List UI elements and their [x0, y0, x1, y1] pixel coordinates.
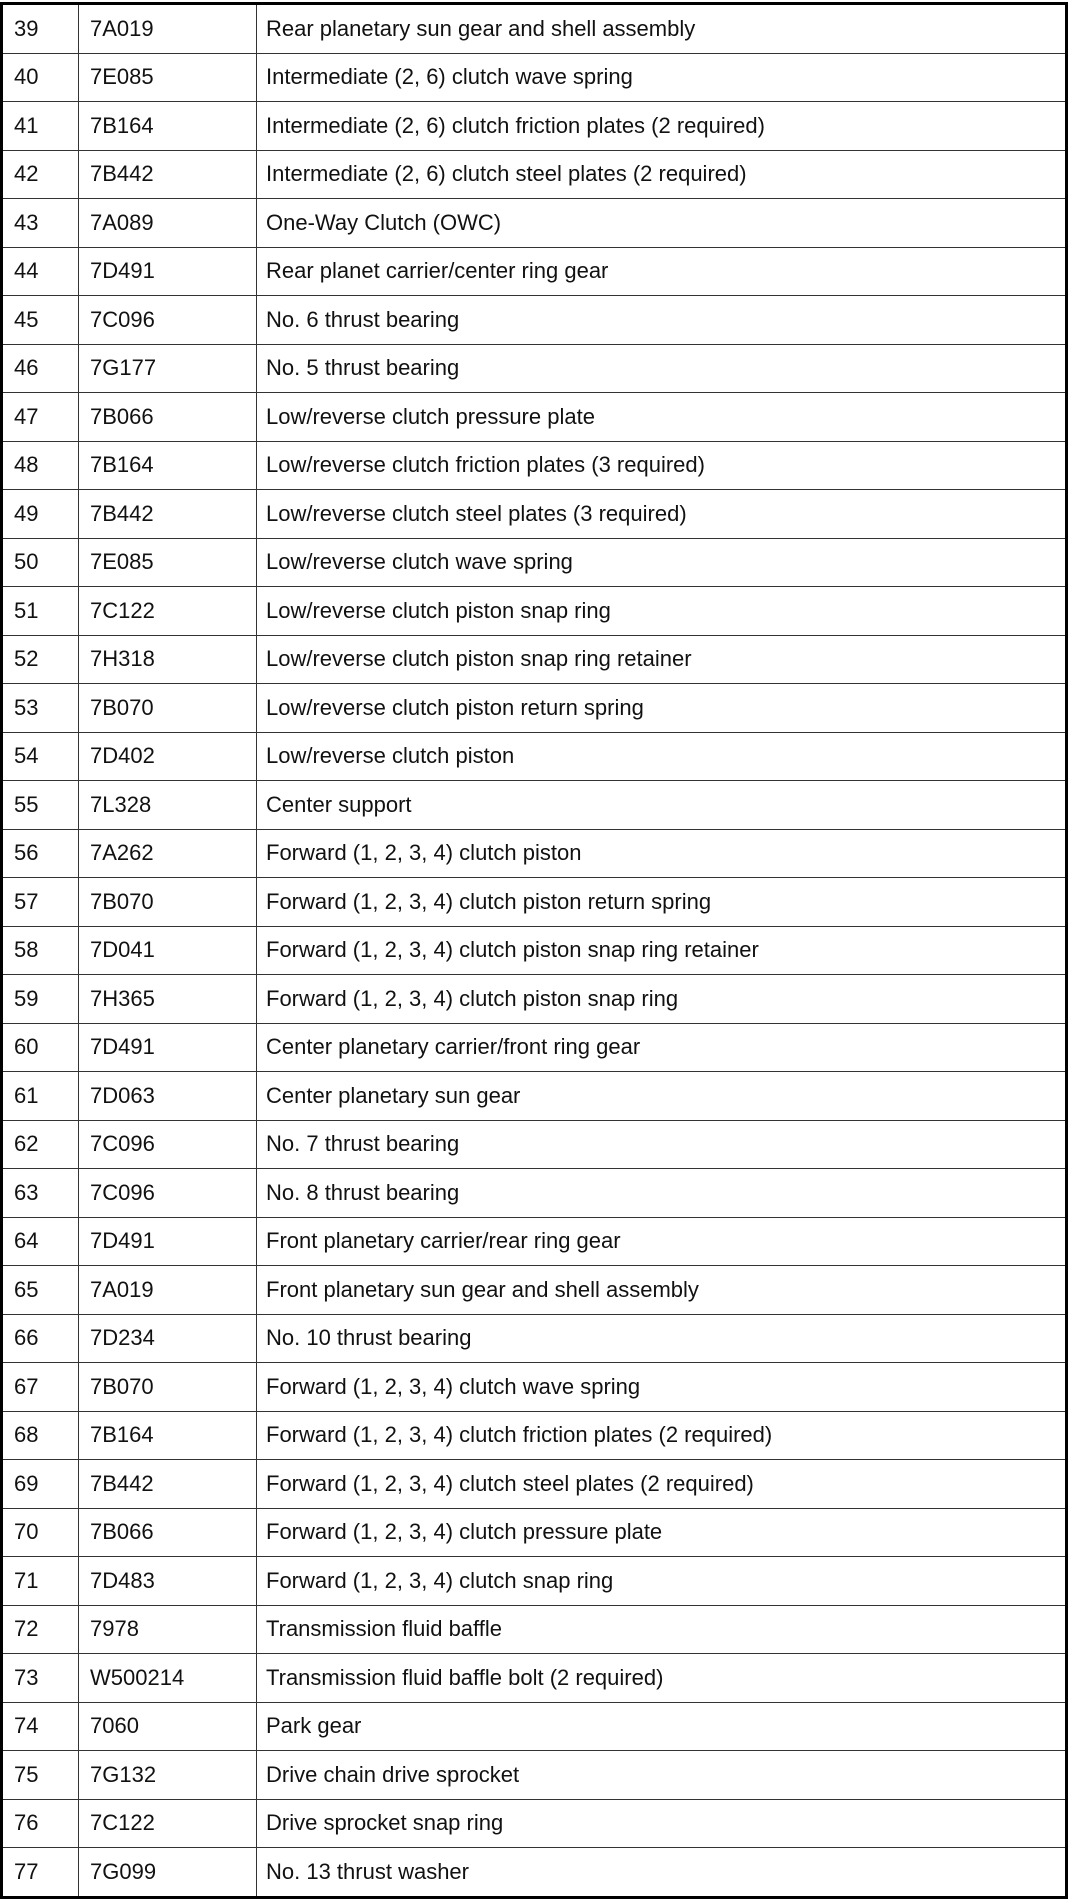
table-row: [2, 781, 1067, 830]
description-cell: Low/reverse clutch piston: [257, 732, 1067, 781]
table-row: [2, 1217, 1067, 1266]
part-number-cell: 7B070: [79, 1363, 257, 1412]
table-row: [2, 344, 1067, 393]
table-row: [2, 587, 1067, 636]
part-number-cell: 7D483: [79, 1557, 257, 1606]
table-row: [2, 975, 1067, 1024]
item-number-cell: 42: [2, 150, 79, 199]
item-number-cell: 50: [2, 538, 79, 587]
description-cell: Intermediate (2, 6) clutch steel plates (2 required): [257, 150, 1067, 199]
item-number-cell: 40: [2, 53, 79, 102]
table-row: [2, 1702, 1067, 1751]
item-number-cell: 53: [2, 684, 79, 733]
table-row: [2, 1605, 1067, 1654]
part-number-cell: 7B442: [79, 150, 257, 199]
item-number-cell: 68: [2, 1411, 79, 1460]
item-number-cell: 66: [2, 1314, 79, 1363]
description-cell: No. 10 thrust bearing: [257, 1314, 1067, 1363]
part-number-cell: 7L328: [79, 781, 257, 830]
description-cell: Park gear: [257, 1702, 1067, 1751]
item-number-cell: 62: [2, 1120, 79, 1169]
table-row: [2, 1266, 1067, 1315]
item-number-cell: 77: [2, 1848, 79, 1898]
part-number-cell: 7978: [79, 1605, 257, 1654]
item-number-cell: 49: [2, 490, 79, 539]
part-number-cell: 7D491: [79, 247, 257, 296]
table-row: [2, 1848, 1067, 1898]
part-number-cell: 7D491: [79, 1217, 257, 1266]
part-number-cell: 7B066: [79, 1508, 257, 1557]
item-number-cell: 65: [2, 1266, 79, 1315]
description-cell: Center planetary carrier/front ring gear: [257, 1023, 1067, 1072]
item-number-cell: 55: [2, 781, 79, 830]
part-number-cell: 7B066: [79, 393, 257, 442]
description-cell: Low/reverse clutch piston snap ring retainer: [257, 635, 1067, 684]
part-number-cell: 7B442: [79, 1460, 257, 1509]
part-number-cell: 7E085: [79, 53, 257, 102]
description-cell: No. 5 thrust bearing: [257, 344, 1067, 393]
part-number-cell: 7H365: [79, 975, 257, 1024]
item-number-cell: 70: [2, 1508, 79, 1557]
description-cell: Low/reverse clutch pressure plate: [257, 393, 1067, 442]
part-number-cell: 7G132: [79, 1751, 257, 1800]
description-cell: Rear planetary sun gear and shell assembly: [257, 4, 1067, 54]
table-row: [2, 150, 1067, 199]
description-cell: No. 7 thrust bearing: [257, 1120, 1067, 1169]
part-number-cell: 7B164: [79, 1411, 257, 1460]
table-row: [2, 296, 1067, 345]
item-number-cell: 63: [2, 1169, 79, 1218]
table-row: [2, 1751, 1067, 1800]
item-number-cell: 76: [2, 1799, 79, 1848]
part-number-cell: 7B442: [79, 490, 257, 539]
item-number-cell: 46: [2, 344, 79, 393]
item-number-cell: 47: [2, 393, 79, 442]
description-cell: Low/reverse clutch steel plates (3 required): [257, 490, 1067, 539]
item-number-cell: 52: [2, 635, 79, 684]
parts-table: [0, 2, 1068, 1899]
description-cell: Low/reverse clutch friction plates (3 required): [257, 441, 1067, 490]
part-number-cell: W500214: [79, 1654, 257, 1703]
description-cell: Low/reverse clutch piston snap ring: [257, 587, 1067, 636]
item-number-cell: 43: [2, 199, 79, 248]
part-number-cell: 7A019: [79, 1266, 257, 1315]
description-cell: No. 13 thrust washer: [257, 1848, 1067, 1898]
description-cell: Rear planet carrier/center ring gear: [257, 247, 1067, 296]
parts-table-body: [2, 4, 1067, 1898]
table-row: [2, 538, 1067, 587]
table-row: [2, 53, 1067, 102]
table-row: [2, 1169, 1067, 1218]
item-number-cell: 61: [2, 1072, 79, 1121]
item-number-cell: 60: [2, 1023, 79, 1072]
description-cell: Drive sprocket snap ring: [257, 1799, 1067, 1848]
table-row: [2, 926, 1067, 975]
part-number-cell: 7D491: [79, 1023, 257, 1072]
part-number-cell: 7A089: [79, 199, 257, 248]
part-number-cell: 7G177: [79, 344, 257, 393]
part-number-cell: 7D063: [79, 1072, 257, 1121]
item-number-cell: 41: [2, 102, 79, 151]
table-row: [2, 829, 1067, 878]
description-cell: Low/reverse clutch piston return spring: [257, 684, 1067, 733]
description-cell: Forward (1, 2, 3, 4) clutch snap ring: [257, 1557, 1067, 1606]
item-number-cell: 48: [2, 441, 79, 490]
part-number-cell: 7C122: [79, 587, 257, 636]
item-number-cell: 45: [2, 296, 79, 345]
table-row: [2, 4, 1067, 54]
description-cell: Center support: [257, 781, 1067, 830]
item-number-cell: 59: [2, 975, 79, 1024]
description-cell: Low/reverse clutch wave spring: [257, 538, 1067, 587]
part-number-cell: 7H318: [79, 635, 257, 684]
description-cell: One-Way Clutch (OWC): [257, 199, 1067, 248]
table-row: [2, 732, 1067, 781]
description-cell: Intermediate (2, 6) clutch friction plates (2 required): [257, 102, 1067, 151]
part-number-cell: 7A019: [79, 4, 257, 54]
part-number-cell: 7D041: [79, 926, 257, 975]
item-number-cell: 73: [2, 1654, 79, 1703]
item-number-cell: 44: [2, 247, 79, 296]
table-row: [2, 490, 1067, 539]
description-cell: Center planetary sun gear: [257, 1072, 1067, 1121]
table-row: [2, 1023, 1067, 1072]
table-row: [2, 393, 1067, 442]
description-cell: Forward (1, 2, 3, 4) clutch piston return spring: [257, 878, 1067, 927]
part-number-cell: 7C096: [79, 296, 257, 345]
table-row: [2, 1508, 1067, 1557]
table-row: [2, 1120, 1067, 1169]
item-number-cell: 71: [2, 1557, 79, 1606]
item-number-cell: 72: [2, 1605, 79, 1654]
item-number-cell: 51: [2, 587, 79, 636]
description-cell: Forward (1, 2, 3, 4) clutch piston snap ring: [257, 975, 1067, 1024]
description-cell: Forward (1, 2, 3, 4) clutch piston snap ring retainer: [257, 926, 1067, 975]
description-cell: Front planetary carrier/rear ring gear: [257, 1217, 1067, 1266]
item-number-cell: 39: [2, 4, 79, 54]
item-number-cell: 64: [2, 1217, 79, 1266]
description-cell: Intermediate (2, 6) clutch wave spring: [257, 53, 1067, 102]
table-row: [2, 1411, 1067, 1460]
table-row: [2, 199, 1067, 248]
table-row: [2, 1460, 1067, 1509]
table-row: [2, 1799, 1067, 1848]
item-number-cell: 75: [2, 1751, 79, 1800]
part-number-cell: 7B164: [79, 441, 257, 490]
description-cell: Front planetary sun gear and shell assembly: [257, 1266, 1067, 1315]
part-number-cell: 7C096: [79, 1169, 257, 1218]
table-row: [2, 1654, 1067, 1703]
part-number-cell: 7060: [79, 1702, 257, 1751]
item-number-cell: 69: [2, 1460, 79, 1509]
description-cell: Drive chain drive sprocket: [257, 1751, 1067, 1800]
description-cell: Forward (1, 2, 3, 4) clutch friction plates (2 required): [257, 1411, 1067, 1460]
part-number-cell: 7D402: [79, 732, 257, 781]
description-cell: No. 6 thrust bearing: [257, 296, 1067, 345]
table-row: [2, 1363, 1067, 1412]
item-number-cell: 74: [2, 1702, 79, 1751]
table-row: [2, 1314, 1067, 1363]
part-number-cell: 7B070: [79, 878, 257, 927]
part-number-cell: 7B070: [79, 684, 257, 733]
description-cell: Transmission fluid baffle: [257, 1605, 1067, 1654]
item-number-cell: 58: [2, 926, 79, 975]
part-number-cell: 7B164: [79, 102, 257, 151]
part-number-cell: 7C122: [79, 1799, 257, 1848]
table-row: [2, 247, 1067, 296]
part-number-cell: 7D234: [79, 1314, 257, 1363]
description-cell: Forward (1, 2, 3, 4) clutch pressure plate: [257, 1508, 1067, 1557]
part-number-cell: 7G099: [79, 1848, 257, 1898]
part-number-cell: 7C096: [79, 1120, 257, 1169]
item-number-cell: 57: [2, 878, 79, 927]
item-number-cell: 54: [2, 732, 79, 781]
table-row: [2, 1557, 1067, 1606]
description-cell: Forward (1, 2, 3, 4) clutch steel plates (2 required): [257, 1460, 1067, 1509]
part-number-cell: 7E085: [79, 538, 257, 587]
part-number-cell: 7A262: [79, 829, 257, 878]
table-row: [2, 441, 1067, 490]
description-cell: Forward (1, 2, 3, 4) clutch piston: [257, 829, 1067, 878]
table-row: [2, 878, 1067, 927]
table-row: [2, 102, 1067, 151]
table-row: [2, 1072, 1067, 1121]
table-row: [2, 684, 1067, 733]
item-number-cell: 56: [2, 829, 79, 878]
description-cell: Transmission fluid baffle bolt (2 required): [257, 1654, 1067, 1703]
description-cell: Forward (1, 2, 3, 4) clutch wave spring: [257, 1363, 1067, 1412]
table-row: [2, 635, 1067, 684]
description-cell: No. 8 thrust bearing: [257, 1169, 1067, 1218]
item-number-cell: 67: [2, 1363, 79, 1412]
